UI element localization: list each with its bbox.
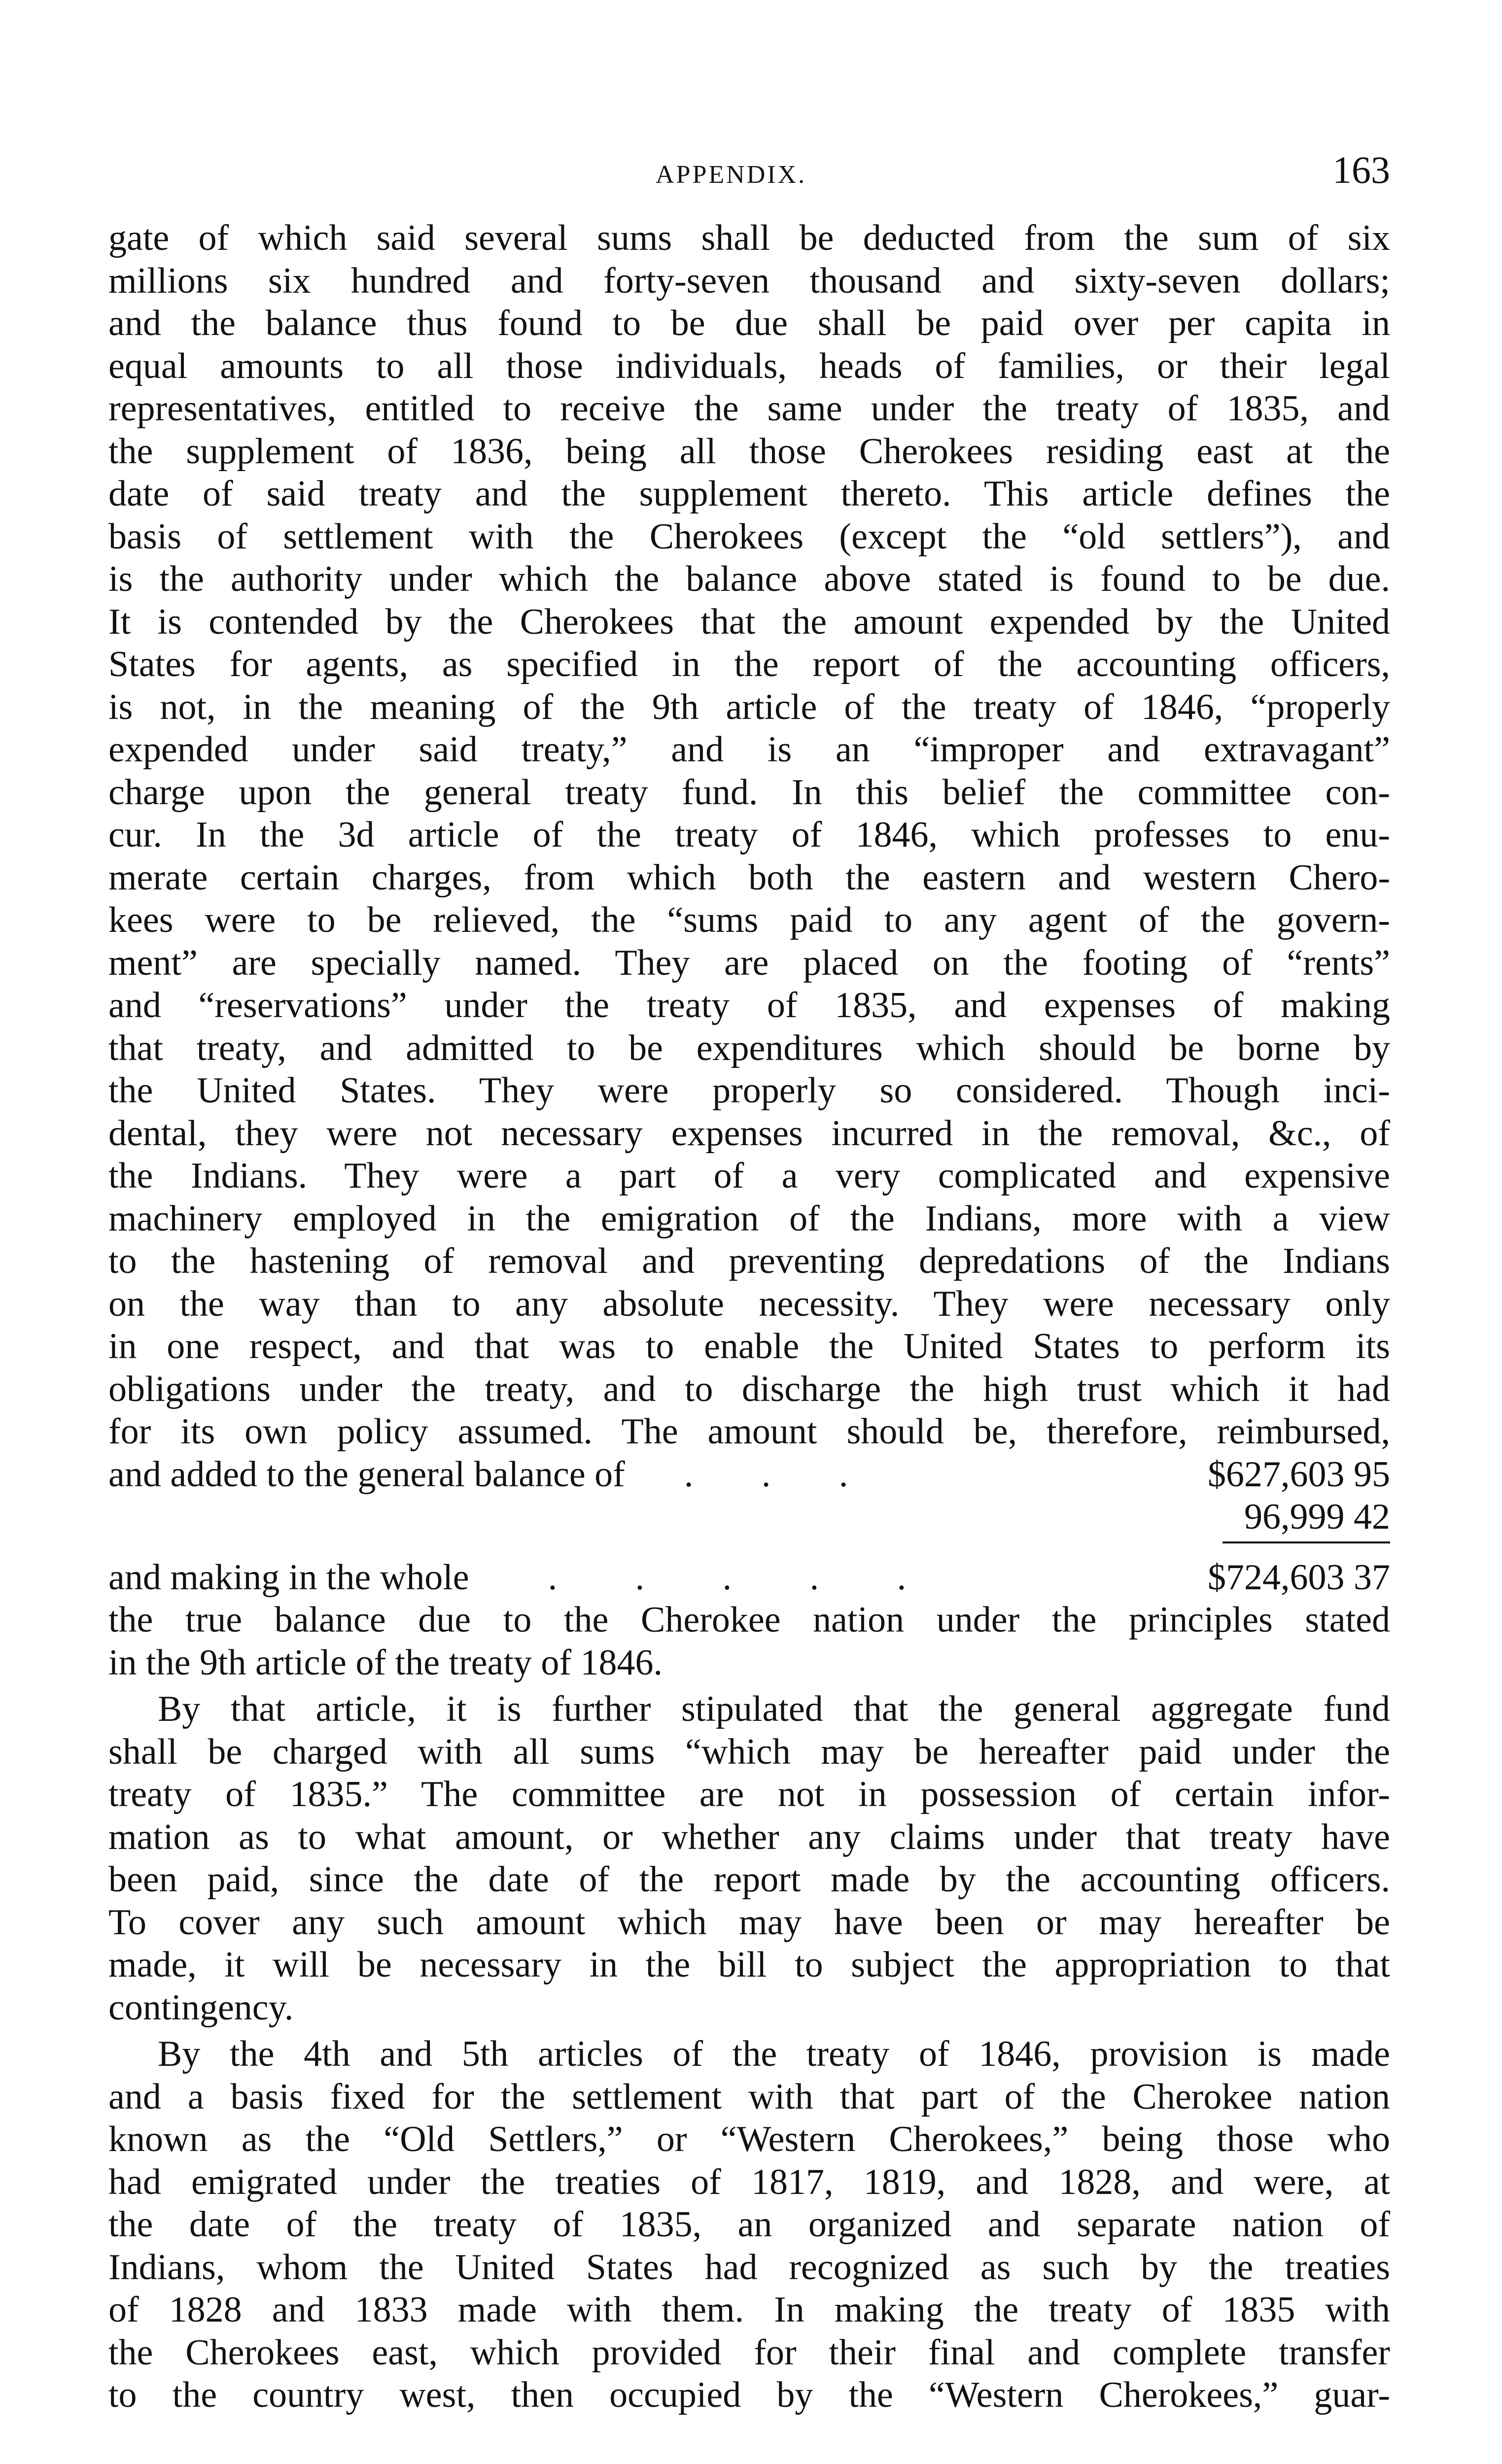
text-line: in the 9th article of the treaty of 1846. [108,1642,663,1683]
text-line: in one respect, and that was to enable the United States to perform its [108,1326,1390,1367]
text-line: cur. In the 3d article of the treaty of 1846, which professes to enu- [108,815,1390,855]
sum-total-line [108,1556,1390,1599]
text-line: been paid, since the date of the report made by the accounting officers. [108,1859,1390,1900]
text-line: the United States. They were properly so considered. Though inci- [108,1070,1390,1111]
document-page [108,148,1390,2417]
text-line: mation as to what amount, or whether any claims under that treaty have [108,1816,1390,1857]
paragraph-1 [108,217,1390,1453]
text-line: for its own policy assumed. The amount should be, therefore, reimbursed, [108,1411,1390,1452]
paragraph-2 [108,1599,1390,1684]
text-line: the date of the treaty of 1835, an organized and separate nation of [108,2204,1390,2245]
text-line: millions six hundred and forty-seven thousand and sixty-seven dollars; [108,260,1390,301]
text-line: made, it will be necessary in the bill to subject the appropriation to that [108,1945,1390,1985]
text-line: that treaty, and admitted to be expenditures which should be borne by [108,1027,1390,1068]
text-line: basis of settlement with the Cherokees (except the “old settlers”), and [108,516,1390,557]
text-line: on the way than to any absolute necessity. They were necessary only [108,1283,1390,1324]
text-line: and a basis fixed for the settlement with that part of the Cherokee nation [108,2076,1390,2117]
page-number: 163 [1332,148,1390,191]
text-line: the Cherokees east, which provided for their final and complete transfer [108,2332,1390,2373]
text-line: the Indians. They were a part of a very complicated and expensive [108,1156,1390,1196]
text-line: contingency. [108,1987,294,2028]
leader-dots: . . . . . [548,1557,941,1598]
sum-amount: $627,603 95 [1208,1454,1390,1495]
text-line: is the authority under which the balance above stated is found to be due. [108,559,1390,599]
text-line: date of said treaty and the supplement thereto. This article defines the [108,474,1390,514]
total-label: and making in the whole [108,1557,469,1598]
text-line: charge upon the general treaty fund. In this belief the committee con- [108,772,1390,813]
text-line: and “reservations” under the treaty of 1835, and expenses of making [108,985,1390,1026]
sum-label: and added to the general balance of [108,1454,625,1495]
text-line: expended under said treaty,” and is an “improper and extravagant” [108,729,1390,770]
sum-line-1 [108,1453,1390,1496]
text-line: ment” are specially named. They are placed on the footing of “rents” [108,942,1390,983]
text-line: treaty of 1835.” The committee are not in possession of certain infor- [108,1774,1390,1814]
text-line: equal amounts to all those individuals, heads of families, or their legal [108,345,1390,386]
sum-rule [1223,1541,1390,1543]
text-line: and the balance thus found to be due shall be paid over per capita in [108,303,1390,343]
text-line: dental, they were not necessary expenses incurred in the removal, &c., of [108,1113,1390,1154]
text-line: to the hastening of removal and preventing depredations of the Indians [108,1241,1390,1281]
text-line: gate of which said several sums shall be deducted from the sum of six [108,218,1390,258]
text-line: merate certain charges, from which both the eastern and western Chero- [108,857,1390,898]
text-line: is not, in the meaning of the 9th article of the treaty of 1846, “properly [108,686,1390,727]
sum-amount-2: 96,999 42 [1244,1497,1390,1537]
paragraph-4 [108,2033,1390,2417]
text-line: known as the “Old Settlers,” or “Western Cherokees,” being those who [108,2119,1390,2159]
text-line: of 1828 and 1833 made with them. In making the treaty of 1835 with [108,2290,1390,2330]
text-line: kees were to be relieved, the “sums paid to any agent of the govern- [108,900,1390,940]
page-body [108,217,1390,2417]
text-line: It is contended by the Cherokees that the amount expended by the United [108,601,1390,642]
text-line: representatives, entitled to receive the same under the treaty of 1835, and [108,388,1390,429]
total-amount: $724,603 37 [1208,1557,1390,1598]
text-line: By that article, it is further stipulated that the general aggregate fund [158,1689,1390,1729]
text-line: the supplement of 1836, being all those Cherokees residing east at the [108,431,1390,472]
text-line: machinery employed in the emigration of the Indians, more with a view [108,1198,1390,1239]
text-line: States for agents, as specified in the report of the accounting officers, [108,644,1390,684]
text-line: had emigrated under the treaties of 1817, 1819, and 1828, and were, at [108,2161,1390,2202]
text-line: the true balance due to the Cherokee nation under the principles stated [108,1600,1390,1640]
leader-dots: . . . [684,1454,878,1495]
text-line: obligations under the treaty, and to discharge the high trust which it had [108,1369,1390,1409]
text-line: Indians, whom the United States had recognized as such by the treaties [108,2247,1390,2288]
paragraph-3 [108,1688,1390,2029]
sum-line-2 [108,1496,1390,1539]
text-line: By the 4th and 5th articles of the treaty of 1846, provision is made [158,2034,1390,2074]
text-line: shall be charged with all sums “which may be hereafter paid under the [108,1731,1390,1772]
text-line: to the country west, then occupied by the “Western Cherokees,” guar- [108,2375,1390,2415]
running-header [108,148,1390,217]
text-line: To cover any such amount which may have been or may hereafter be [108,1902,1390,1943]
header-title: APPENDIX. [656,161,807,189]
